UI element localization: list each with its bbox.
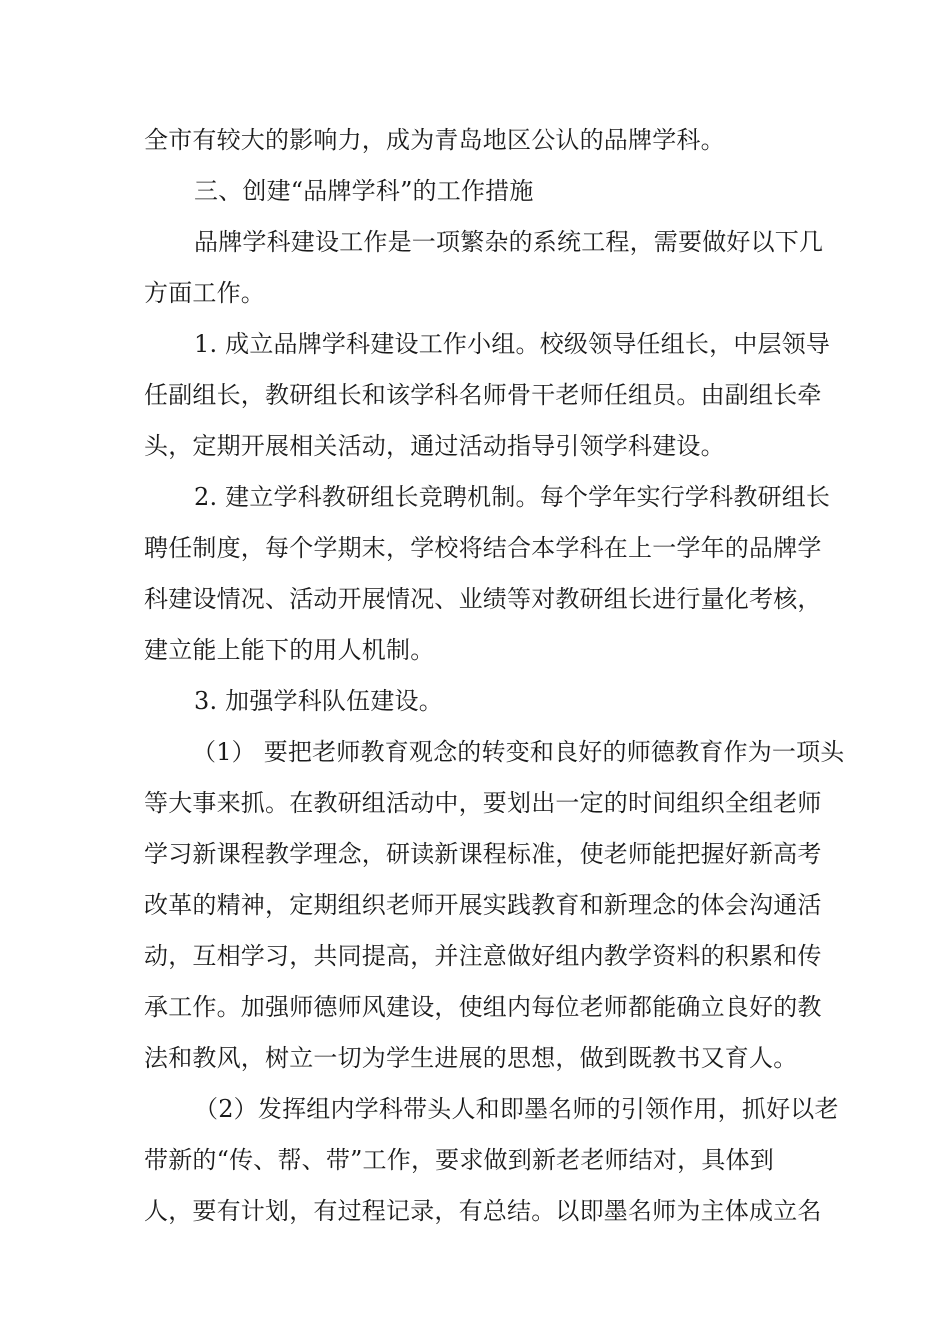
document-body (144, 115, 845, 1237)
paragraph-line: 改革的精神，定期组织老师开展实践教育和新理念的体会沟通活 (144, 891, 822, 919)
paragraph-line: 头，定期开展相关活动，通过活动指导引领学科建设。 (144, 432, 725, 460)
paragraph-line: 全市有较大的影响力，成为青岛地区公认的品牌学科。 (144, 126, 725, 154)
section-heading: 三、创建“品牌学科”的工作措施 (194, 177, 534, 205)
paragraph-line: 科建设情况、活动开展情况、业绩等对教研组长进行量化考核， (144, 585, 822, 613)
paragraph-line: 法和教风，树立一切为学生进展的思想，做到既教书又育人。 (144, 1044, 798, 1072)
sub-item-line: （2）发挥组内学科带头人和即墨名师的引领作用，抓好以老 (194, 1095, 839, 1123)
paragraph-line: 学习新课程教学理念，研读新课程标准，使老师能把握好新高考 (144, 840, 822, 868)
list-item-line: 3. 加强学科队伍建设。 (194, 687, 443, 715)
list-item-line: 1. 成立品牌学科建设工作小组。校级领导任组长，中层领导 (194, 330, 831, 358)
paragraph-line: 方面工作。 (144, 279, 265, 307)
sub-item-line: （1） 要把老师教育观念的转变和良好的师德教育作为一项头 (192, 738, 845, 766)
paragraph-line: 承工作。加强师德师风建设，使组内每位老师都能确立良好的教 (144, 993, 822, 1021)
paragraph-line: 带新的“传、帮、带”工作，要求做到新老老师结对，具体到 (144, 1146, 774, 1174)
paragraph-line: 任副组长，教研组长和该学科名师骨干老师任组员。由副组长牵 (144, 381, 822, 409)
paragraph-line: 建立能上能下的用人机制。 (144, 636, 435, 664)
list-item-line: 2. 建立学科教研组长竞聘机制。每个学年实行学科教研组长 (194, 483, 831, 511)
paragraph-line: 等大事来抓。在教研组活动中，要划出一定的时间组织全组老师 (144, 789, 822, 817)
paragraph-line: 聘任制度，每个学期末，学校将结合本学科在上一学年的品牌学 (144, 534, 822, 562)
paragraph-line: 品牌学科建设工作是一项繁杂的系统工程，需要做好以下几 (194, 228, 824, 256)
paragraph-line: 人，要有计划，有过程记录，有总结。以即墨名师为主体成立名 (144, 1197, 822, 1225)
paragraph-line: 动，互相学习，共同提高，并注意做好组内教学资料的积累和传 (144, 942, 822, 970)
